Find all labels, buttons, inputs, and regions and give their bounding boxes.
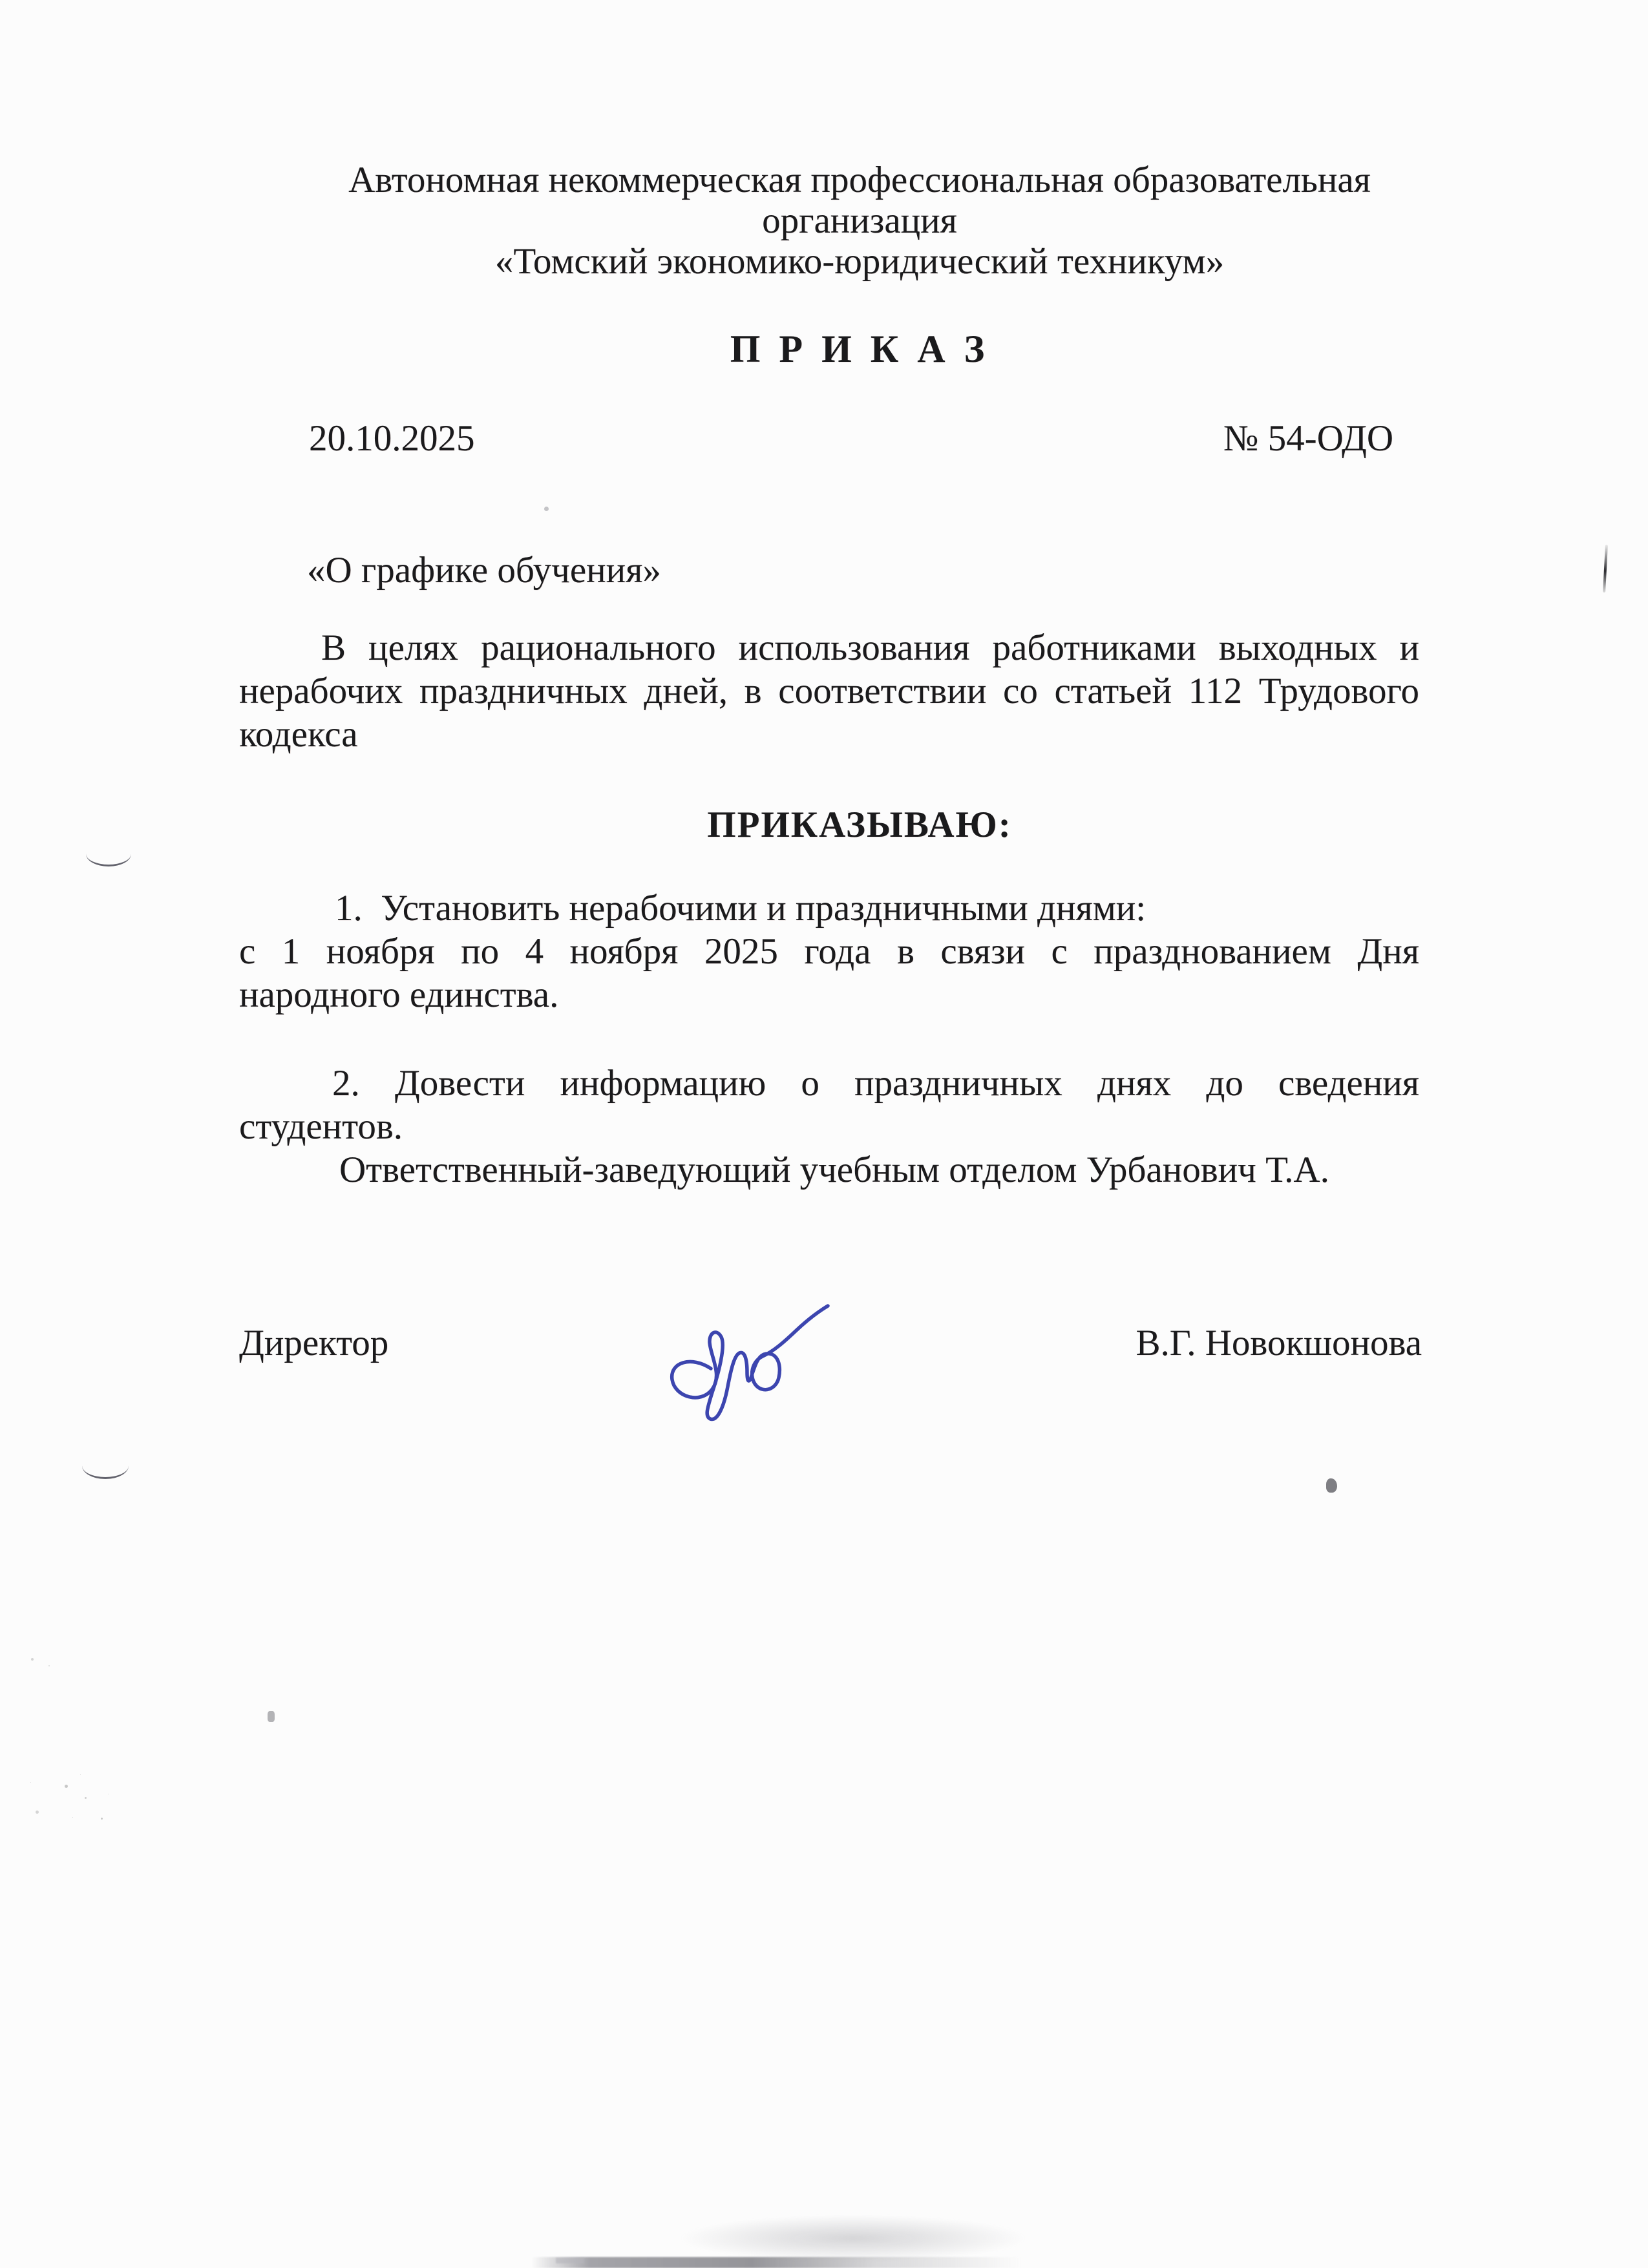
preamble-line: В целях рационального использования работниками выходных и [321, 627, 1419, 668]
scan-artifact-dot [544, 507, 549, 511]
org-name-line2: организация [762, 200, 957, 241]
signer-name: В.Г. Новокшонова [1136, 1323, 1422, 1363]
item1-line: с 1 ноября по 4 ноября 2025 года в связи с празднованием Дня [239, 931, 1419, 972]
preamble-line: кодекса [239, 714, 358, 755]
item2-line: студентов. [239, 1106, 403, 1147]
item1-line: 1. Установить нерабочими и праздничными днями: [335, 888, 1146, 929]
preamble-paragraph [239, 626, 1419, 756]
org-name-line3: «Томский экономико-юридический техникум» [494, 241, 1225, 282]
scan-artifact-scratch [1603, 545, 1608, 593]
scan-artifact-speck [268, 1711, 275, 1722]
scan-artifact-speck [1326, 1478, 1337, 1493]
preamble-line: нерабочих праздничных дней, в соответствии со статьей 112 Трудового [239, 671, 1419, 711]
scan-artifact-speck-cluster [31, 1658, 34, 1661]
signature-ink [614, 1260, 872, 1467]
item1-line: народного единства. [239, 974, 559, 1015]
item2-line: 2. Довести информацию о праздничных днях до сведения [332, 1063, 1419, 1104]
order-item-2 [239, 1062, 1419, 1192]
scan-artifact-arc [86, 841, 131, 866]
subject-line: «О графике обучения» [307, 550, 661, 591]
scan-artifact-smudge [679, 2215, 1028, 2262]
org-header [269, 160, 1450, 282]
signature-ink-stroke [672, 1306, 828, 1419]
scan-artifact-mark [556, 2258, 584, 2263]
scan-artifact-speck-cluster [65, 1785, 68, 1788]
document-title: П Р И К А З [730, 328, 989, 370]
scan-artifact-edge-strip [531, 2257, 1022, 2268]
order-item-1 [239, 887, 1419, 1016]
meta-row [239, 417, 1393, 460]
item2-line: Ответственный-заведующий учебным отделом Урбанович Т.А. [339, 1150, 1329, 1190]
document-date: 20.10.2025 [309, 418, 475, 459]
org-name-line1: Автономная некоммерческая профессиональная образовательная [348, 160, 1371, 200]
scan-artifact-arc [82, 1453, 129, 1479]
signer-role: Директор [239, 1323, 389, 1363]
document-number: № 54-ОДО [1223, 418, 1393, 459]
resolution-heading: ПРИКАЗЫВАЮ: [707, 804, 1012, 845]
